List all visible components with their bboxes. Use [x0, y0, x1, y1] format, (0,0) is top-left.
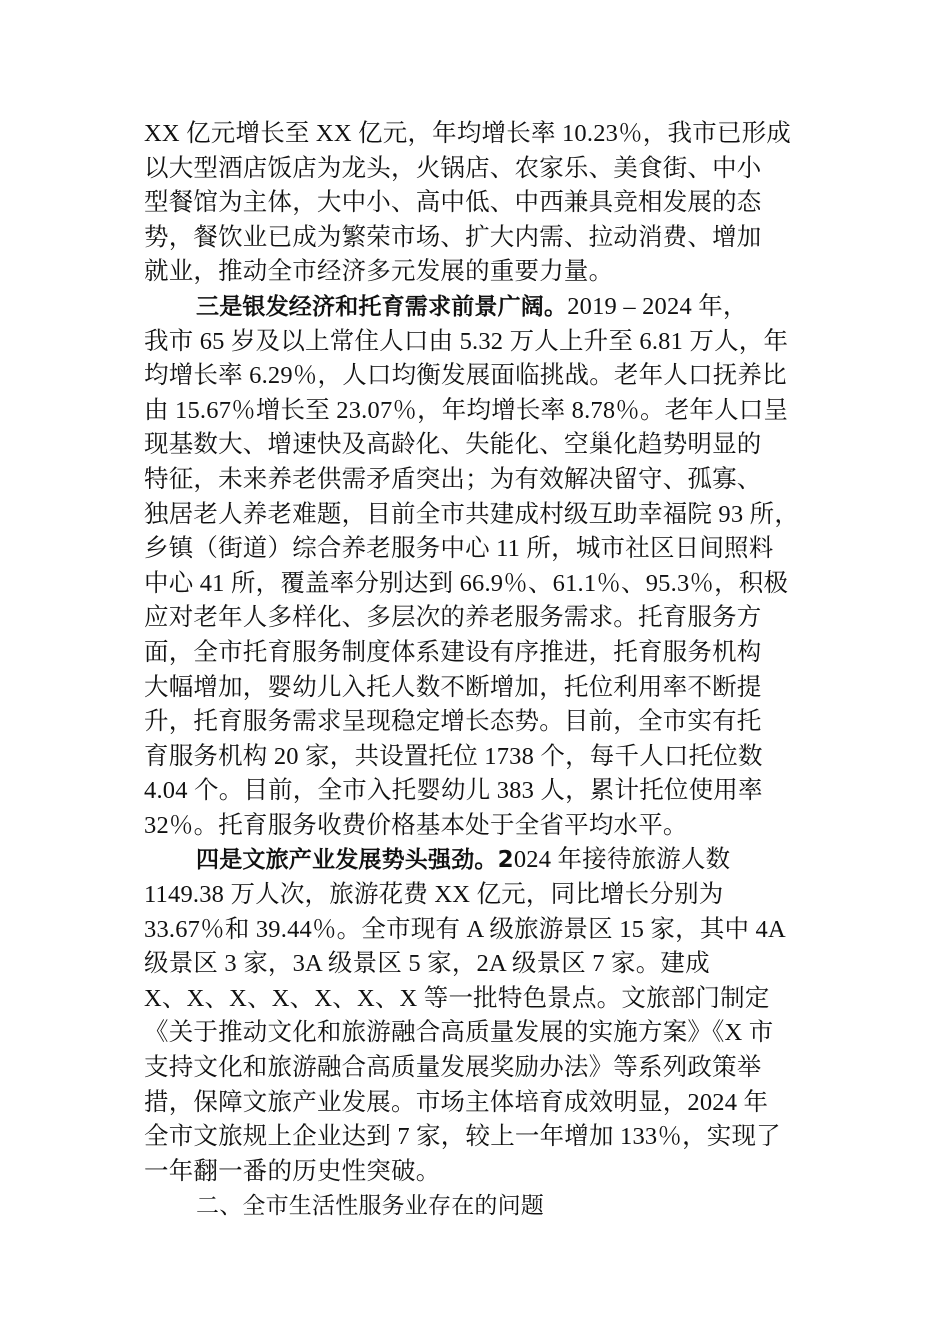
text-line: 势，餐饮业已成为繁荣市场、扩大内需、拉动消费、增加 — [144, 223, 762, 251]
text-line: 育服务机构 20 家，共设置托位 1738 个，每千人口托位数 — [144, 742, 763, 770]
text-line: 独居老人养老难题，目前全市共建成村级互助幸福院 93 所， — [144, 500, 800, 528]
text-line: 现基数大、增速快及高龄化、失能化、空巢化趋势明显的 — [144, 431, 762, 459]
text-line: 我市 65 岁及以上常住人口由 5.32 万人上升至 6.81 万人，年 — [144, 327, 789, 355]
section-heading-text: 二、全市生活性服务业存在的问题 — [196, 1193, 544, 1220]
text-line: 面，全市托育服务制度体系建设有序推进，托育服务机构 — [144, 638, 762, 666]
text-line-first — [144, 290, 834, 325]
document-body — [144, 117, 834, 1224]
text-line: 特征，未来养老供需矛盾突出；为有效解决留守、孤寡、 — [144, 465, 762, 493]
text-line: 应对老年人多样化、多层次的养老服务需求。托育服务方 — [144, 604, 762, 632]
paragraph-lead-heading: 四是文旅产业发展势头强劲。2 — [196, 847, 514, 874]
text-line: XX 亿元增长至 XX 亿元，年均增长率 10.23％，我市已形成 — [144, 120, 791, 147]
text-line: 措，保障文旅产业发展。市场主体培育成效明显，2024 年 — [144, 1088, 769, 1116]
text-line: 《关于推动文化和旅游融合高质量发展的实施方案》《X 市 — [144, 1019, 774, 1047]
text-line: 一年翻一番的历史性突破。 — [144, 1157, 441, 1185]
text-line: 级景区 3 家，3A 级景区 5 家，2A 级景区 7 家。建成 — [144, 950, 710, 978]
text-line: 33.67％和 39.44％。全市现有 A 级旅游景区 15 家，其中 4A — [144, 915, 786, 943]
text-line-first — [144, 843, 834, 878]
text-line: 全市文旅规上企业达到 7 家，较上一年增加 133％，实现了 — [144, 1123, 781, 1151]
text-line: 1149.38 万人次，旅游花费 XX 亿元，同比增长分别为 — [144, 881, 724, 909]
text-line: 均增长率 6.29％，人口均衡发展面临挑战。老年人口抚养比 — [144, 362, 787, 390]
text-line: X、X、X、X、X、X、X 等一批特色景点。文旅部门制定 — [144, 984, 770, 1012]
text-line: 由 15.67％增长至 23.07％，年均增长率 8.78％。老年人口呈 — [144, 396, 789, 424]
section-heading — [144, 1189, 834, 1224]
text-line: 中心 41 所，覆盖率分别达到 66.9％、61.1％、95.3％，积极 — [144, 569, 789, 597]
text-run: 024 年接待旅游人数 — [513, 846, 731, 874]
text-line: 就业，推动全市经济多元发展的重要力量。 — [144, 258, 614, 286]
text-line: 32％。托育服务收费价格基本处于全省平均水平。 — [144, 811, 688, 839]
text-line: 以大型酒店饭店为龙头，火锅店、农家乐、美食街、中小 — [144, 154, 762, 182]
text-line: 大幅增加，婴幼儿入托人数不断增加，托位利用率不断提 — [144, 673, 762, 701]
text-line: 4.04 个。目前，全市入托婴幼儿 383 人，累计托位使用率 — [144, 777, 763, 805]
paragraph-lead-heading: 三是银发经济和托育需求前景广阔。 — [196, 293, 568, 320]
paragraph-silver-economy-childcare — [144, 290, 834, 844]
text-line: 支持文化和旅游融合高质量发展奖励办法》等系列政策举 — [144, 1054, 762, 1082]
text-run: 2019 – 2024 年， — [567, 292, 748, 320]
text-line: 型餐馆为主体，大中小、高中低、中西兼具竞相发展的态 — [144, 189, 762, 217]
text-line: 升，托育服务需求呈现稳定增长态势。目前，全市实有托 — [144, 708, 762, 736]
text-line: 乡镇（街道）综合养老服务中心 11 所，城市社区日间照料 — [144, 535, 774, 563]
paragraph-culture-tourism — [144, 843, 834, 1189]
paragraph-catering-continuation — [144, 117, 834, 290]
